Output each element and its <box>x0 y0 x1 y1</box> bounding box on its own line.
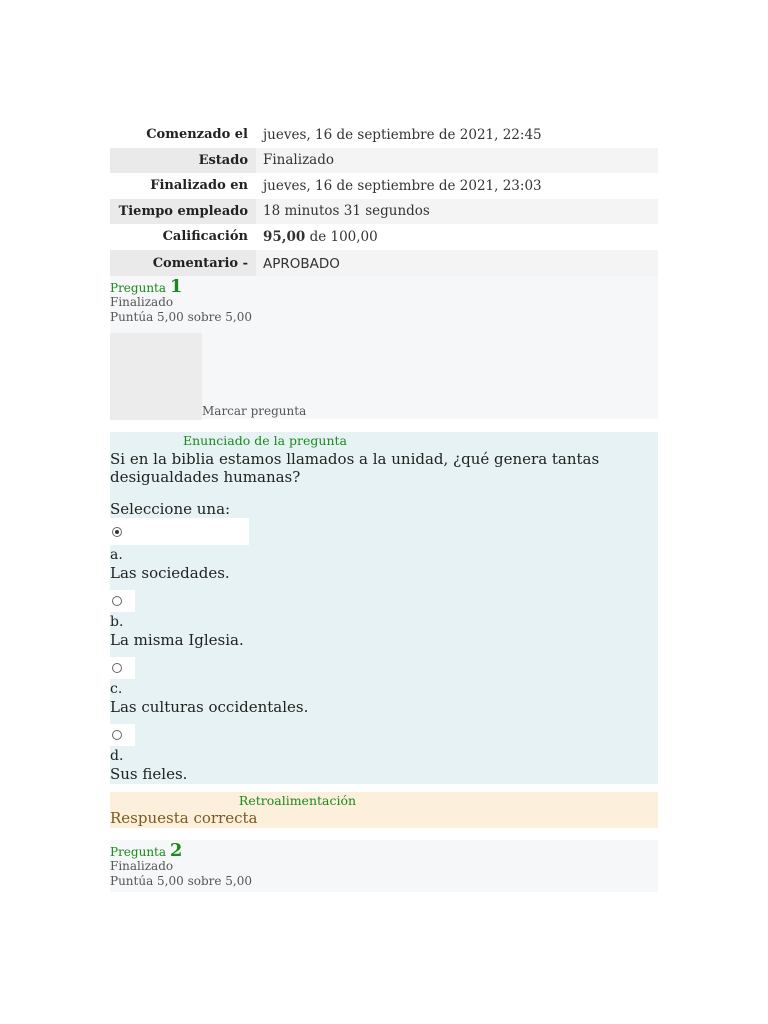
answer-text[interactable]: Las culturas occidentales. <box>110 698 309 716</box>
summary-label: Estado <box>110 148 256 174</box>
question-prefix: Pregunta <box>110 845 167 859</box>
question-number: 2 <box>169 840 183 861</box>
question-number: 1 <box>169 276 183 297</box>
question-1-info <box>110 276 658 419</box>
answer-option-c[interactable] <box>110 657 308 717</box>
answer-text[interactable]: La misma Iglesia. <box>110 631 244 649</box>
summary-value: 18 minutos 31 segundos <box>263 203 430 220</box>
answer-option-d[interactable] <box>110 724 187 784</box>
summary-label: Comentario - <box>110 250 256 278</box>
answer-letter: a. <box>110 547 123 563</box>
answer-text[interactable]: Sus fieles. <box>110 765 188 783</box>
answer-option-b[interactable] <box>110 590 244 650</box>
question-grade: Puntúa 5,00 sobre 5,00 <box>110 874 253 888</box>
comment-value: APROBADO <box>263 255 340 272</box>
summary-row-comment <box>110 250 658 278</box>
question-1-feedback <box>110 792 658 828</box>
summary-label: Calificación <box>162 229 248 245</box>
question-1-content <box>110 432 658 784</box>
summary-value: jueves, 16 de septiembre de 2021, 22:45 <box>263 126 542 143</box>
answer-letter: d. <box>110 748 124 764</box>
question-text-header: Enunciado de la pregunta <box>183 433 347 448</box>
summary-row-state <box>110 148 658 174</box>
summary-row-started <box>110 122 658 148</box>
question-state: Finalizado <box>110 859 174 873</box>
question-title <box>110 276 658 295</box>
question-2-info <box>110 840 658 892</box>
summary-row-finished <box>110 173 658 199</box>
flag-question-link[interactable]: Marcar pregunta <box>202 404 307 418</box>
question-prompt: Seleccione una: <box>110 500 231 518</box>
flag-icon[interactable] <box>110 333 202 420</box>
summary-row-time <box>110 199 658 225</box>
summary-label: Tiempo empleado <box>110 199 256 225</box>
answer-letter: c. <box>110 681 123 697</box>
answer-letter: b. <box>110 614 124 630</box>
question-title <box>110 840 658 859</box>
answer-radio-box[interactable] <box>110 590 135 612</box>
summary-value: Finalizado <box>263 152 334 169</box>
grade-total: de 100,00 <box>305 228 378 245</box>
summary-row-grade <box>110 224 658 250</box>
feedback-header: Retroalimentación <box>238 793 357 808</box>
summary-label: Comenzado el <box>146 127 248 143</box>
grade-value: 95,00 <box>263 228 306 245</box>
answer-text[interactable]: Las sociedades. <box>110 564 230 582</box>
question-state: Finalizado <box>110 295 174 309</box>
answer-option-a[interactable] <box>110 518 249 583</box>
feedback-text: Respuesta correcta <box>110 809 258 827</box>
question-prefix: Pregunta <box>110 281 167 295</box>
attempt-summary-table <box>110 122 658 279</box>
answer-radio-box[interactable] <box>110 657 135 679</box>
question-stem: Si en la biblia estamos llamados a la unidad, ¿qué genera tantas desigualdades humanas? <box>110 450 600 486</box>
answer-radio-box[interactable] <box>110 724 135 746</box>
question-grade: Puntúa 5,00 sobre 5,00 <box>110 310 253 324</box>
summary-value: jueves, 16 de septiembre de 2021, 23:03 <box>263 177 542 194</box>
radio-unselected-icon[interactable] <box>112 596 122 606</box>
radio-selected-icon[interactable] <box>112 527 122 537</box>
summary-value <box>256 229 658 245</box>
summary-label: Finalizado en <box>150 178 248 194</box>
radio-unselected-icon[interactable] <box>112 730 122 740</box>
radio-unselected-icon[interactable] <box>112 663 122 673</box>
answer-radio-box[interactable] <box>110 518 249 545</box>
